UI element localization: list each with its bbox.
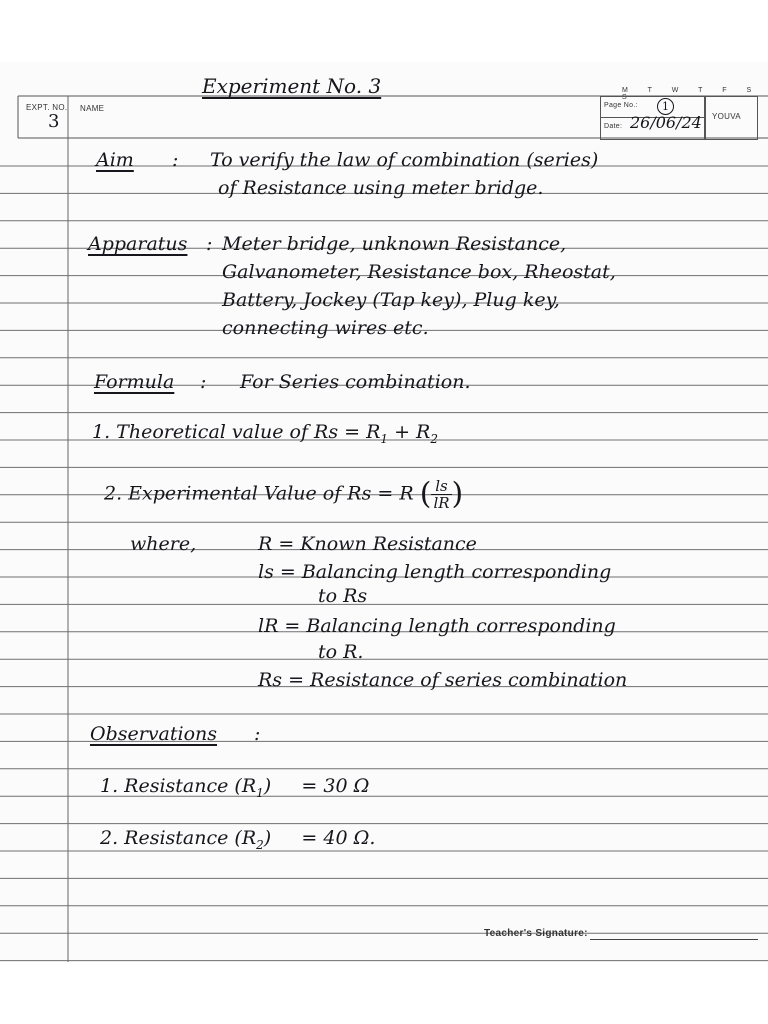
definition-ls-continued: to Rs <box>318 585 368 607</box>
brand-logo: YOUVA <box>712 112 741 121</box>
observations-colon: : <box>254 723 261 745</box>
notebook-page <box>0 62 768 962</box>
definition-lr-continued: to R. <box>318 641 364 663</box>
definition-ls: ls = Balancing length corresponding <box>258 561 612 583</box>
formula-intro: For Series combination. <box>240 371 471 393</box>
page-no-value: 1 <box>657 95 674 119</box>
apparatus-line-3: Battery, Jockey (Tap key), Plug key, <box>222 289 560 311</box>
formula-theoretical: 1. Theoretical value of $Rs = R_1 + R_2$ <box>92 421 439 446</box>
weekday-row: M T W T F S S <box>622 87 761 101</box>
aim-line-1: To verify the law of combination (series) <box>210 149 599 171</box>
length-ratio-fraction: $\frac{ls}{lR}$ <box>433 477 450 512</box>
apparatus-line-2: Galvanometer, Resistance box, Rheostat, <box>222 261 616 283</box>
page-no-label: Page No.: <box>604 102 638 109</box>
page-title: Experiment No. 3 <box>202 74 382 98</box>
aim-line-2: of Resistance using meter bridge. <box>218 177 544 199</box>
formula-label: Formula <box>94 371 175 393</box>
expt-value: 3 <box>48 111 60 132</box>
aim-colon: : <box>172 149 179 171</box>
definition-r: R = Known Resistance <box>258 533 477 555</box>
date-value: 26/06/24 <box>630 113 702 132</box>
apparatus-line-4: connecting wires etc. <box>222 317 429 339</box>
apparatus-line-1: Meter bridge, unknown Resistance, <box>222 233 567 255</box>
date-label: Date: <box>604 123 623 130</box>
teacher-signature-line <box>590 939 758 940</box>
expt-label: EXPT. NO. <box>26 103 68 112</box>
apparatus-colon: : <box>206 233 213 255</box>
observations-label: Observations <box>90 723 218 745</box>
definition-lr: lR = Balancing length corresponding <box>258 615 616 637</box>
observation-r2: 2. Resistance $(R_2)$ = 40 Ω. <box>100 827 376 852</box>
formula-colon: : <box>200 371 207 393</box>
where-label: where, <box>130 533 197 555</box>
definition-rs: Rs = Resistance of series combination <box>258 669 628 691</box>
apparatus-label: Apparatus <box>88 233 188 255</box>
teacher-signature-label: Teacher's Signature: <box>484 928 588 939</box>
formula-experimental: 2. Experimental Value of Rs = R ( $\frac{ls}{lR}$ ) <box>104 476 464 512</box>
observation-r1: 1. Resistance $(R_1)$ = 30 Ω <box>100 775 370 800</box>
aim-label: Aim <box>96 149 134 171</box>
name-label: NAME <box>80 104 105 113</box>
